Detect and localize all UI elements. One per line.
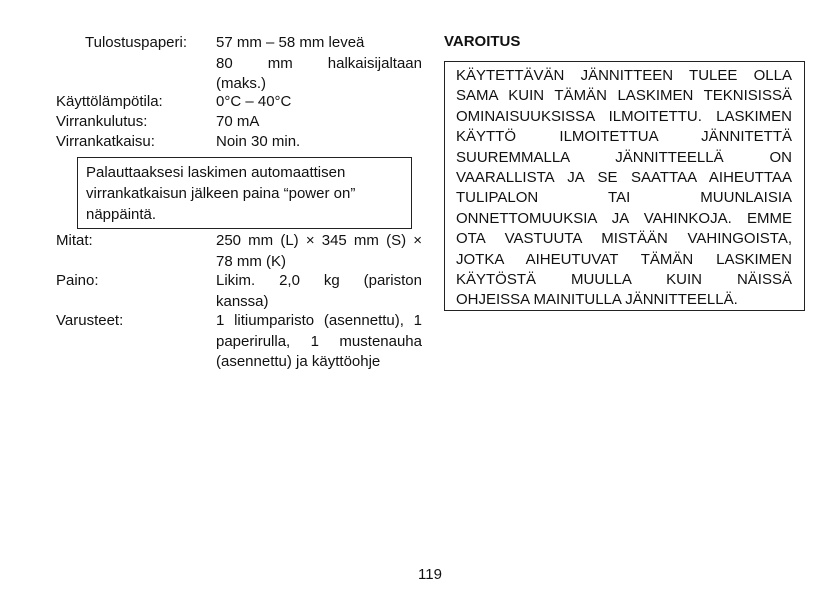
warning-line: KÄYTTÖ ILMOITETTUA JÄNNITETTÄ <box>456 128 792 146</box>
spec-accessories-value-2: paperirulla, 1 mustenauha <box>216 332 422 350</box>
spec-dims-label: Mitat: <box>56 232 93 249</box>
spec-power-value: 70 mA <box>216 113 260 130</box>
warning-line: OMINAISUUKSISSA ILMOITETTU. LASKIMEN <box>456 107 792 125</box>
warning-line: VAARALLISTA JA SE SAATTAA AIHEUTTAA <box>456 169 792 187</box>
spec-paper-value-1: 57 mm – 58 mm leveä <box>216 34 365 51</box>
spec-power-label: Virrankulutus: <box>56 113 148 130</box>
note-box <box>77 157 412 229</box>
warning-line: ONNETTOMUUKSIA JA VAHINKOJA. EMME <box>456 209 792 227</box>
warning-line: KÄYTETTÄVÄN JÄNNITTEEN TULEE OLLA <box>456 67 792 84</box>
warning-line: KÄYTÖSTÄ MUULLA KUIN NÄISSÄ <box>456 271 792 289</box>
warning-line: OHJEISSA MAINITULLA JÄNNITTEELLÄ. <box>456 291 738 309</box>
spec-temp-label: Käyttölämpötila: <box>56 93 163 110</box>
warning-box <box>444 61 805 311</box>
note-line-3: näppäintä. <box>86 206 157 223</box>
spec-paper-value-3: (maks.) <box>216 75 266 92</box>
spec-weight-value-2: kanssa) <box>216 292 269 310</box>
spec-paper-label: Tulostuspaperi: <box>85 34 187 51</box>
spec-dims-value-2: 78 mm (K) <box>216 252 287 270</box>
spec-autooff-value: Noin 30 min. <box>216 133 301 150</box>
warning-title: VAROITUS <box>444 33 521 50</box>
spec-autooff-label: Virrankatkaisu: <box>56 133 155 150</box>
warning-line: OTA VASTUUTA MISTÄÄN VAHINGOISTA, <box>456 230 792 248</box>
spec-weight-value-1: Likim. 2,0 kg (pariston <box>216 272 422 289</box>
page-number: 119 <box>418 566 442 583</box>
spec-paper <box>56 33 422 95</box>
spec-accessories-label: Varusteet: <box>56 312 124 329</box>
warning-line: JOTKA AIHEUTUVAT TÄMÄN LASKIMEN <box>456 250 792 268</box>
spec-dims-value-1: 250 mm (L) × 345 mm (S) × <box>216 232 422 249</box>
spec-temp-value: 0°C – 40°C <box>216 93 292 110</box>
note-line-2: virrankatkaisun jälkeen paina “power on” <box>86 185 356 202</box>
warning-text <box>456 66 792 311</box>
spec-accessories-value-1: 1 litiumparisto (asennettu), 1 <box>216 312 422 329</box>
spec-paper-value-2: 80 mm halkaisijaltaan <box>216 54 422 72</box>
warning-line: SAMA KUIN TÄMÄN LASKIMEN TEKNISISSÄ <box>456 87 792 105</box>
spec-weight-label: Paino: <box>56 272 99 289</box>
note-line-1: Palauttaaksesi laskimen automaattisen <box>86 164 346 181</box>
warning-line: SUUREMMALLA JÄNNITTEELLÄ ON <box>456 148 792 166</box>
warning-line: TULIPALON TAI MUUNLAISIA <box>456 189 792 207</box>
spec-accessories-value-3: (asennettu) ja käyttöohje <box>216 353 381 370</box>
